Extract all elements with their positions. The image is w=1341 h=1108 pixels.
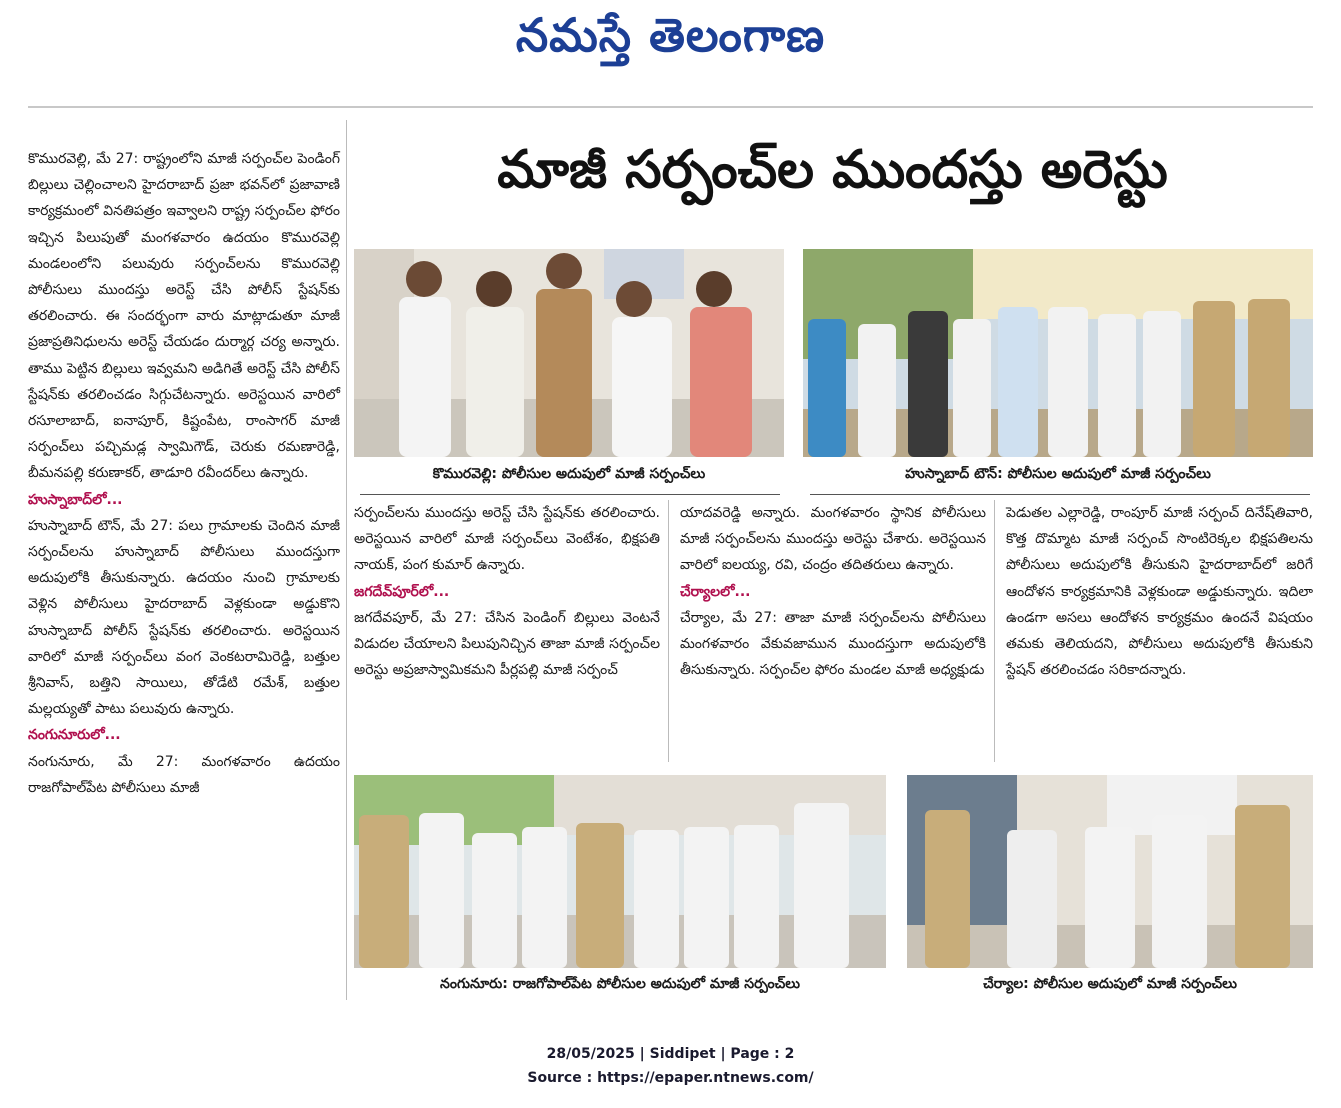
- news-photo-husnabad: [803, 249, 1313, 457]
- paragraph: పెడుతల ఎల్లారెడ్డి, రాంపూర్ మాజీ సర్పంచ్ దినేష్‌తివారి, కొత్త దొమ్మాట మాజీ సర్పంచ్ సొంటిరెక్కల భిక్షపతిలను పోలీసులు అదుపులోకి తీసుకుని హైదరాబాద్‌లో జరిగే ఆందోళన కార్యక్రమానికి వెళ్లకుండా అడ్డుకున్నారు. ఇదిలా ఉండగా అసలు ఆందోళన కార్యక్రమం ఉందనే విషయం తమకు తెలియదని, పోలీసులు అదుపులోకి తీసుకుని స్టేషన్ తరలించడం సరికాదన్నారు.: [1006, 505, 1313, 679]
- column-divider: [346, 120, 347, 1000]
- photo-caption: హుస్నాబాద్ టౌన్: పోలీసుల అదుపులో మాజీ సర్పంచ్‌లు: [905, 466, 1211, 482]
- paragraph: జగదేవపూర్, మే 27: చేసిన పెండింగ్ బిల్లులు వెంటనే విడుదల చేయాలని పిలుపునిచ్చిన తాజా మాజీ సర్పంచ్‌ల అరెస్టు అప్రజాస్వామికమని పీర్లపల్లి మాజీ సర్పంచ్: [354, 609, 660, 679]
- subheading: జగదేవ్‌పూర్‌లో...: [354, 583, 450, 600]
- news-photo-cheryal: [907, 775, 1313, 968]
- photo-caption: నంగునూరు: రాజగోపాల్‌పేట పోలీసుల అదుపులో మాజీ సర్పంచ్‌లు: [440, 976, 800, 992]
- article-column-4: [1006, 500, 1313, 683]
- paragraph: నంగునూరు, మే 27: మంగళవారం ఉదయం రాజగోపాల్‌పేట పోలీసులు మాజీ: [28, 753, 340, 796]
- column-divider: [668, 500, 669, 762]
- caption-rule: [360, 494, 780, 495]
- news-photo-nangunur: [354, 775, 886, 968]
- paragraph: చేర్యాల, మే 27: తాజా మాజీ సర్పంచ్‌లను పోలీసులు మంగళవారం వేకువజామున ముందస్తుగా అదుపులోకి తీసుకున్నారు. సర్పంచ్‌ల ఫోరం మండల మాజీ అధ్యక్షుడు: [680, 609, 986, 679]
- paragraph: సర్పంచ్‌లను ముందస్తు అరెస్ట్ చేసి స్టేషన్‌కు తరలించారు. అరెస్టయిన వారిలో మాజీ సర్పంచ్‌లు వెంటేశం, భిక్షపతి నాయక్, పంగ కుమార్ ఉన్నారు.: [354, 505, 660, 574]
- column-divider: [994, 500, 995, 762]
- subheading: చేర్యాలలో...: [680, 583, 751, 600]
- subheading: హుస్నాబాద్‌లో...: [28, 491, 123, 508]
- photo-caption: కొమురవెల్లి: పోలీసుల అదుపులో మాజీ సర్పంచ్‌లు: [432, 466, 706, 482]
- caption-rule: [810, 494, 1310, 495]
- article-column-3: [680, 500, 986, 683]
- subheading: నంగునూరులో...: [28, 727, 121, 744]
- paragraph: కొమురవెల్లి, మే 27: రాష్ట్రంలోని మాజీ సర్పంచ్‌ల పెండింగ్ బిల్లులు చెల్లించాలని హైదరాబాద్ ప్రజా భవన్‌లో ప్రజావాణి కార్యక్రమంలో వినతిపత్రం ఇవ్వాలని రాష్ట్ర సర్పంచ్‌ల ఫోరం ఇచ్చిన పిలుపుతో మంగళవారం ఉదయం కొమురవెల్లి మండలంలోని పలువురు సర్పంచ్‌లను కొమురవెల్లి పోలీసులు ముందస్తు అరెస్ట్ చేసి పోలీస్ స్టేషన్‌కు తరలించారు. ఈ సందర్భంగా వారు మాట్లాడుతూ మాజీ ప్రజాప్రతినిధులను అరెస్ట్ చేయడం దుర్మార్గ చర్య అన్నారు. తాము పెట్టిన బిల్లులు ఇవ్వమని అడిగితే అరెస్ట్ చేసి పోలీస్ స్టేషన్‌కు తరలించడం సిగ్గుచేటన్నారు. అరెస్టయిన వారిలో రసూలాబాద్, ఐనాపూర్, కిష్టంపేట, రాంసాగర్ మాజీ సర్పంచ్‌లు పచ్చిమడ్ల స్వామిగౌడ్, చెరుకు రమణారెడ్డి, బీమనపల్లి కరుణాకర్, తాడూరి రవీందర్‌లు ఉన్నారు.: [28, 151, 340, 482]
- paragraph: యాదవరెడ్డి అన్నారు. మంగళవారం స్థానిక పోలీసులు మాజీ సర్పంచ్‌లను ముందస్తు అరెస్టు చేశారు. అరెస్టయిన వారిలో ఐలయ్య, రవి, చంద్రం తదితరులు ఉన్నారు.: [680, 505, 986, 574]
- news-photo-komuravelli: [354, 249, 784, 457]
- photo-caption: చేర్యాల: పోలీసుల అదుపులో మాజీ సర్పంచ్‌లు: [983, 976, 1237, 992]
- article-headline: మాజీ సర్పంచ్‌ల ముందస్తు అరెస్టు: [497, 140, 1168, 200]
- paragraph: హుస్నాబాద్ టౌన్, మే 27: పలు గ్రామాలకు చెందిన మాజీ సర్పంచ్‌లను హుస్నాబాద్ పోలీసులు ముందస్తుగా అదుపులోకి తీసుకున్నారు. ఉదయం నుంచి గ్రామాలకు వెళ్లిన పోలీసులు హైదరాబాద్ వెళ్లకుండా అడ్డుకొని హుస్నాబాద్ పోలీస్ స్టేషన్‌కు తరలించారు. అరెస్టయిన వారిలో మాజీ సర్పంచ్‌లు వంగ వెంకటరామిరెడ్డి, బత్తుల శ్రీనివాస్, బత్తిని సాయిలు, తోడేటి రమేశ్, బత్తుల మల్లయ్యతో పాటు పలువురు ఉన్నారు.: [28, 517, 340, 718]
- footer-source: Source : https://epaper.ntnews.com/: [527, 1070, 814, 1086]
- masthead-divider: [28, 106, 1313, 108]
- masthead-logo: నమస్తే తెలంగాణ: [515, 8, 826, 62]
- footer-date-edition: 28/05/2025 | Siddipet | Page : 2: [546, 1046, 795, 1062]
- article-column-1: [28, 146, 340, 801]
- article-column-2: [354, 500, 660, 683]
